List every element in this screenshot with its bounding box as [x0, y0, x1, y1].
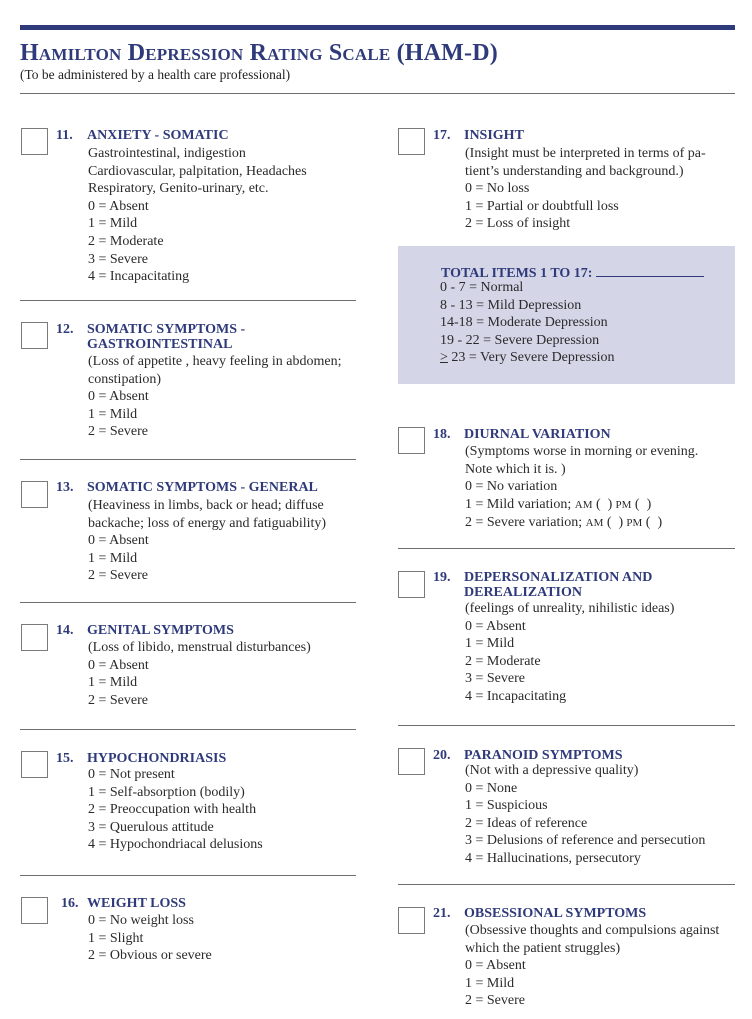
text-line: 3 = Severe: [88, 251, 148, 267]
item-14-heading: 14. GENITAL SYMPTOMS: [56, 623, 234, 638]
item-16: [61, 896, 212, 964]
score-box-17[interactable]: [398, 128, 425, 155]
text-line: 0 = Absent: [465, 618, 526, 634]
text-line: (Not with a depressive quality): [465, 763, 639, 778]
text-line: 0 = Absent: [88, 657, 149, 673]
item-19-heading-2: DEREALIZATION: [464, 585, 582, 600]
severe-variation-option: 2 = Severe variation; AM ( ) PM ( ): [465, 515, 663, 531]
text-line: 1 = Mild: [88, 675, 138, 691]
item-18: [433, 427, 699, 531]
severe-pm-choice[interactable]: ( ): [645, 515, 663, 531]
divider: [20, 300, 356, 301]
item-21: [433, 906, 720, 1009]
item-15: [56, 751, 263, 853]
item-14: [56, 623, 311, 708]
divider: [398, 548, 735, 549]
item-11: [56, 128, 307, 285]
text-line: 8 - 13 = Mild Depression: [440, 297, 582, 313]
text-line: 4 = Incapacitating: [88, 269, 190, 285]
text-line: 0 = No weight loss: [88, 913, 194, 928]
text-line: 3 = Querulous attitude: [88, 819, 214, 835]
text-line: 2 = Severe: [88, 692, 148, 708]
item-15-text: [88, 766, 263, 854]
total-heading: TOTAL ITEMS 1 TO 17:: [441, 264, 704, 281]
text-line: 0 = No loss: [465, 181, 530, 197]
item-11-heading: 11. ANXIETY - SOMATIC: [56, 128, 229, 143]
item-11-text: [88, 145, 307, 286]
total-ranges: [440, 279, 615, 367]
text-line: 2 = Loss of insight: [465, 216, 571, 232]
text-line: 3 = Delusions of reference and persecution: [465, 833, 706, 849]
text-line: 0 = No variation: [465, 479, 558, 495]
header-divider: [20, 93, 735, 94]
score-box-18[interactable]: [398, 427, 425, 454]
item-19: [433, 570, 675, 704]
page-title: Hamilton Depression Rating Scale (HAM-D): [20, 40, 498, 66]
text-line: (Loss of libido, menstrual disturbances): [88, 640, 311, 655]
item-21-heading: 21. OBSESSIONAL SYMPTOMS: [433, 906, 647, 921]
item-12-text: [88, 353, 341, 441]
item-16-heading: 16. WEIGHT LOSS: [61, 896, 186, 911]
text-line: Gastrointestinal, indigestion: [88, 146, 246, 161]
text-line: 0 = Absent: [88, 198, 149, 214]
item-20: [433, 748, 706, 866]
text-line: (Heaviness in limbs, back or head; diffuse: [88, 498, 324, 513]
score-box-14[interactable]: [21, 624, 48, 651]
header-rule: [20, 25, 735, 30]
item-19-heading: 19. DEPERSONALIZATION AND: [433, 570, 653, 585]
total-score-panel: [398, 246, 735, 384]
score-box-15[interactable]: [21, 751, 48, 778]
text-line: (Obsessive thoughts and compulsions against: [465, 923, 720, 938]
item-17: [433, 128, 706, 232]
text-line: (feelings of unreality, nihilistic ideas): [465, 601, 675, 616]
text-line: 2 = Moderate: [465, 653, 541, 669]
divider: [398, 884, 735, 885]
text-line: Respiratory, Genito-urinary, etc.: [88, 181, 269, 197]
item-20-text: [465, 762, 705, 868]
text-line: 0 = Not present: [88, 767, 175, 782]
text-line: Cardiovascular, palpitation, Headaches: [88, 163, 307, 179]
divider: [398, 725, 735, 726]
item-20-heading: 20. PARANOID SYMPTOMS: [433, 748, 623, 763]
item-18-heading: 18. DIURNAL VARIATION: [433, 427, 611, 442]
text-line: 1 = Partial or doubtfull loss: [465, 198, 619, 214]
item-13-text: [88, 497, 326, 585]
item-12-heading: 12. SOMATIC SYMPTOMS -: [56, 322, 246, 337]
text-line: (Loss of appetite , heavy feeling in abdomen;: [88, 354, 342, 369]
item-15-heading: 15. HYPOCHONDRIASIS: [56, 751, 227, 766]
page-subtitle: (To be administered by a health care professional): [20, 67, 291, 82]
item-12-heading-2: GASTROINTESTINAL: [87, 337, 233, 352]
text-line: 2 = Moderate: [88, 233, 164, 249]
score-box-11[interactable]: [21, 128, 48, 155]
item-13: [56, 480, 327, 584]
text-line: 1 = Mild: [88, 406, 138, 422]
item-17-text: [465, 145, 706, 233]
text-line: (Insight must be interpreted in terms of pa-: [465, 146, 706, 161]
text-line: 2 = Ideas of reference: [465, 815, 588, 831]
text-line: 0 - 7 = Normal: [440, 280, 524, 295]
text-line: 1 = Slight: [88, 930, 144, 946]
item-13-heading: 13. SOMATIC SYMPTOMS - GENERAL: [56, 480, 318, 495]
score-box-20[interactable]: [398, 748, 425, 775]
text-line: which the patient struggles): [465, 940, 621, 956]
divider: [20, 602, 356, 603]
text-line: 0 = Absent: [88, 533, 149, 549]
score-box-21[interactable]: [398, 907, 425, 934]
text-line: 19 - 22 = Severe Depression: [440, 332, 600, 348]
text-line: 2 = Obvious or severe: [88, 948, 212, 964]
score-box-19[interactable]: [398, 571, 425, 598]
mild-am-choice[interactable]: ( ): [596, 496, 613, 512]
text-line: 4 = Hallucinations, persecutory: [465, 850, 641, 866]
text-line: 2 = Severe: [88, 568, 148, 584]
mild-variation-option: 1 = Mild variation; AM ( ) PM ( ): [465, 496, 652, 512]
text-line: 1 = Suspicious: [465, 798, 548, 814]
text-line: 1 = Mild: [88, 216, 138, 232]
text-line: backache; loss of energy and fatiguability): [88, 515, 327, 531]
item-14-text: [88, 639, 311, 709]
text-line: 4 = Hypochondriacal delusions: [88, 837, 263, 853]
divider: [20, 875, 356, 876]
mild-pm-choice[interactable]: ( ): [634, 496, 652, 512]
item-19-text: [465, 600, 674, 706]
divider: [20, 459, 356, 460]
text-line: 1 = Mild: [465, 636, 515, 652]
text-line: 1 = Mild: [88, 550, 138, 566]
text-line: 0 = None: [465, 780, 518, 796]
item-16-text: [88, 912, 212, 965]
text-line: 2 = Severe: [465, 993, 525, 1009]
text-line: 2 = Severe: [88, 424, 148, 440]
text-line: tient’s understanding and background.): [465, 163, 684, 179]
item-12: [56, 322, 342, 440]
text-line: 4 = Incapacitating: [465, 688, 567, 704]
text-line: 3 = Severe: [465, 671, 525, 687]
score-box-12[interactable]: [21, 322, 48, 349]
total-score-line[interactable]: [596, 264, 704, 277]
severe-am-choice[interactable]: ( ): [606, 515, 624, 531]
text-line: 2 = Preoccupation with health: [88, 802, 257, 818]
text-line: 0 = Absent: [465, 958, 526, 974]
text-line: Note which it is. ): [465, 461, 566, 477]
divider: [20, 729, 356, 730]
total-range-last: > 23 = Very Severe Depression: [440, 350, 615, 366]
text-line: 1 = Self-absorption (bodily): [88, 784, 245, 800]
text-line: 14-18 = Moderate Depression: [440, 315, 608, 331]
score-box-16[interactable]: [21, 897, 48, 924]
text-line: constipation): [88, 371, 162, 387]
score-box-13[interactable]: [21, 481, 48, 508]
item-17-heading: 17. INSIGHT: [433, 128, 524, 143]
text-line: 0 = Absent: [88, 389, 149, 405]
text-line: 1 = Mild: [465, 975, 515, 991]
item-21-text: [465, 922, 719, 1010]
item-18-text: [465, 443, 698, 533]
text-line: (Symptoms worse in morning or evening.: [465, 444, 699, 459]
